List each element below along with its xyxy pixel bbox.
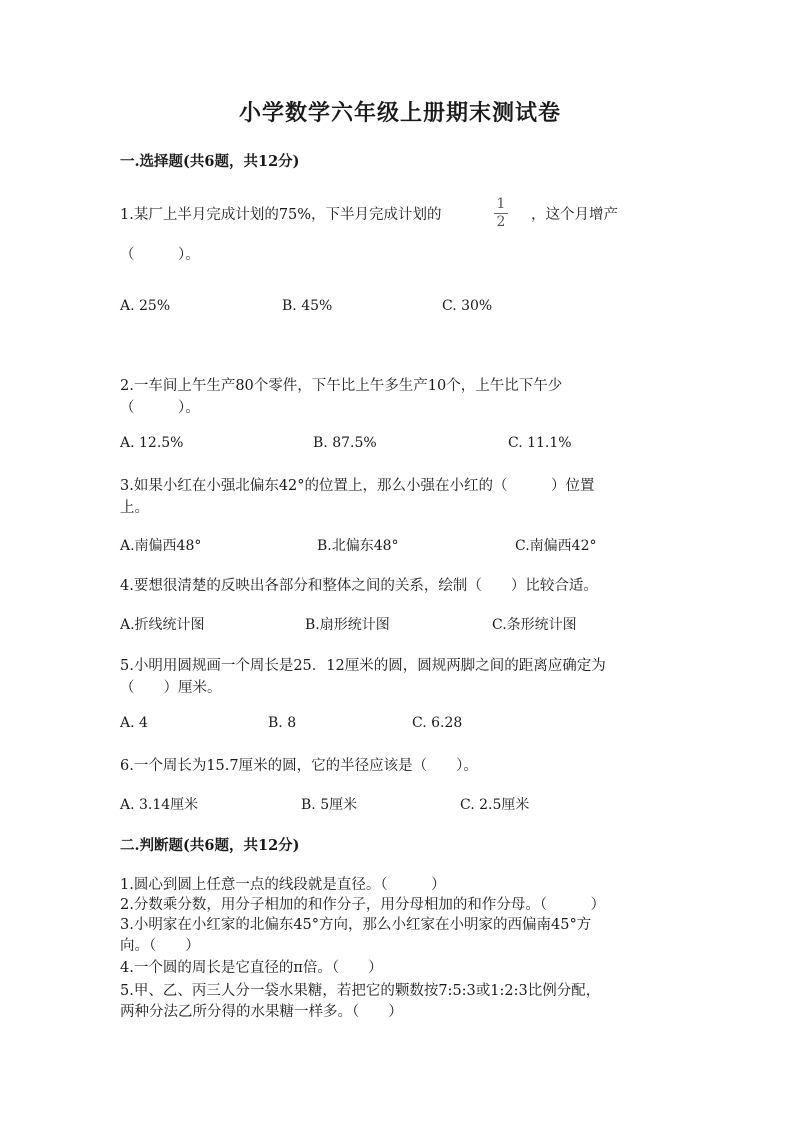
question-5-option-b: B. 8 bbox=[268, 715, 297, 731]
judgement-item-3-cont: 向。（ ） bbox=[120, 938, 200, 954]
judgement-item-4: 4.一个圆的周长是它直径的π倍。（ ） bbox=[120, 960, 383, 976]
question-1-blank: （ ）。 bbox=[120, 247, 200, 263]
question-3-option-a: A.南偏西48° bbox=[120, 538, 202, 554]
question-6-option-b: B. 5厘米 bbox=[301, 797, 358, 813]
question-1-text-tail: ，这个月增产 bbox=[531, 207, 618, 223]
question-3-option-b: B.北偏东48° bbox=[317, 538, 399, 554]
question-1-option-a: A. 25% bbox=[120, 298, 171, 314]
fraction-numerator: 1 bbox=[496, 196, 506, 212]
question-3-text-cont: 上。 bbox=[120, 500, 149, 516]
page-title: 小学数学六年级上册期末测试卷 bbox=[238, 100, 561, 126]
question-6-option-a: A. 3.14厘米 bbox=[120, 797, 199, 813]
question-5-blank: （ ）厘米。 bbox=[120, 680, 222, 696]
fraction-denominator: 2 bbox=[496, 214, 506, 230]
section-heading-judgement: 二.判断题(共6题，共12分) bbox=[120, 837, 300, 854]
question-4-option-a: A.折线统计图 bbox=[120, 617, 205, 633]
question-3-option-c: C.南偏西42° bbox=[515, 538, 597, 554]
question-1-option-b: B. 45% bbox=[282, 298, 333, 314]
question-1-text: 1.某厂上半月完成计划的75%，下半月完成计划的 bbox=[120, 207, 442, 223]
question-2-blank: （ ）。 bbox=[120, 400, 200, 416]
question-2-option-a: A. 12.5% bbox=[120, 435, 184, 451]
question-4-option-b: B.扇形统计图 bbox=[305, 617, 390, 633]
question-2-option-b: B. 87.5% bbox=[313, 435, 377, 451]
question-3-text: 3.如果小红在小强北偏东42°的位置上，那么小强在小红的（ ）位置 bbox=[120, 478, 595, 494]
question-6-text: 6.一个周长为15.7厘米的圆，它的半径应该是（ ）。 bbox=[120, 758, 478, 774]
question-5-option-a: A. 4 bbox=[120, 715, 148, 731]
judgement-item-5-cont: 两种分法乙所分得的水果糖一样多。（ ） bbox=[120, 1004, 403, 1020]
question-2-option-c: C. 11.1% bbox=[508, 435, 572, 451]
judgement-item-2: 2.分数乘分数，用分子相加的和作分子，用分母相加的和作分母。（ ） bbox=[120, 897, 606, 913]
section-heading-choice: 一.选择题(共6题，共12分) bbox=[120, 153, 300, 170]
judgement-item-1: 1.圆心到圆上任意一点的线段就是直径。（ ） bbox=[120, 877, 446, 893]
question-5-option-c: C. 6.28 bbox=[412, 715, 463, 731]
question-6-option-c: C. 2.5厘米 bbox=[460, 797, 530, 813]
question-4-option-c: C.条形统计图 bbox=[492, 617, 577, 633]
question-1-option-c: C. 30% bbox=[442, 298, 493, 314]
judgement-item-5: 5.甲、乙、丙三人分一袋水果糖，若把它的颗数按7:5:3或1:2:3比例分配， bbox=[120, 983, 601, 999]
judgement-item-3: 3.小明家在小红家的北偏东45°方向，那么小红家在小明家的西偏南45°方 bbox=[120, 917, 592, 933]
question-2-text: 2.一车间上午生产80个零件，下午比上午多生产10个，上午比下午少 bbox=[120, 378, 563, 394]
question-5-text: 5.小明用圆规画一个周长是25．12厘米的圆，圆规两脚之间的距离应确定为 bbox=[120, 658, 606, 674]
question-4-text: 4.要想很清楚的反映出各部分和整体之间的关系，绘制（ ）比较合适。 bbox=[120, 578, 598, 594]
fraction-one-half bbox=[493, 197, 509, 230]
